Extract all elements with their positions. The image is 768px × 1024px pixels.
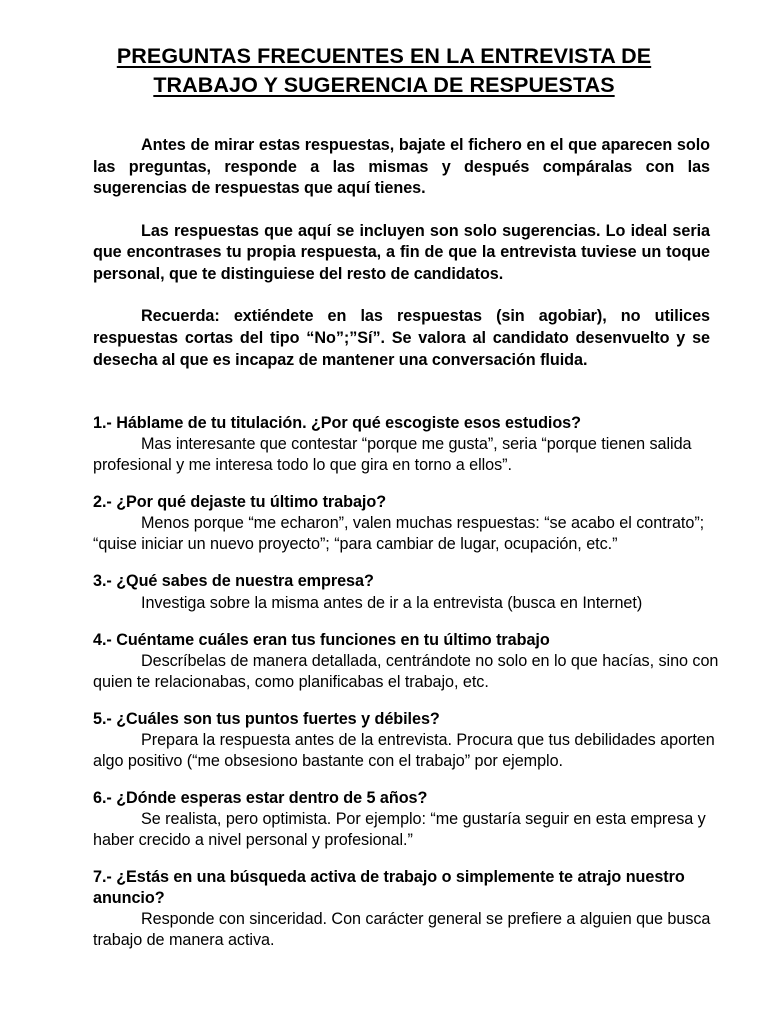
qa-item (93, 630, 728, 693)
question-heading: 7.- ¿Estás en una búsqueda activa de trabajo o simplemente te atrajo nuestro anuncio? (93, 868, 685, 908)
intro-paragraph-1: Antes de mirar estas respuestas, bajate el fichero en el que aparecen solo las preguntas, responde a las mismas y después compáralas con las sugerencias de respuestas que aquí tienes. (93, 136, 710, 198)
answer-text: Prepara la respuesta antes de la entrevista. Procura que tus debilidades aporten algo positivo (“me obsesiono bastante con el trabajo” por ejemplo. (93, 730, 715, 770)
question-heading: 4.- Cuéntame cuáles eran tus funciones en tu último trabajo (93, 630, 550, 649)
question-heading: 2.- ¿Por qué dejaste tu último trabajo? (93, 493, 387, 512)
answer-text: Responde con sinceridad. Con carácter general se prefiere a alguien que busca trabajo de manera activa. (93, 910, 711, 950)
question-heading: 1.- Háblame de tu titulación. ¿Por qué escogiste esos estudios? (93, 414, 581, 433)
answer-text: Menos porque “me echaron”, valen muchas respuestas: “se acabo el contrato”; “quise iniciar un nuevo proyecto”; “para cambiar de lugar, ocupación, etc.” (93, 514, 705, 554)
qa-item (93, 867, 728, 951)
question-heading: 6.- ¿Dónde esperas estar dentro de 5 años? (93, 788, 428, 807)
qa-item (93, 571, 728, 613)
intro-paragraph-2: Las respuestas que aquí se incluyen son solo sugerencias. Lo ideal seria que encontrases tu propia respuesta, a fin de que la entrevista tuviese un toque personal, que te distinguiese del resto de candidatos. (93, 221, 710, 283)
answer-text: Mas interesante que contestar “porque me gusta”, seria “porque tienen salida profesional y me interesa todo lo que gira en torno a ellos”. (93, 435, 692, 475)
page-title-line-2: TRABAJO Y SUGERENCIA DE RESPUESTAS (153, 72, 615, 97)
question-heading: 5.- ¿Cuáles son tus puntos fuertes y débiles? (93, 709, 440, 728)
question-heading: 3.- ¿Qué sabes de nuestra empresa? (93, 572, 374, 591)
page-title (0, 0, 768, 99)
qa-item (93, 709, 728, 772)
answer-text: Investiga sobre la misma antes de ir a la entrevista (busca en Internet) (141, 593, 643, 612)
page-title-line-1: PREGUNTAS FRECUENTES EN LA ENTREVISTA DE (116, 44, 652, 68)
qa-item (93, 413, 728, 476)
answer-text: Se realista, pero optimista. Por ejemplo: “me gustaría seguir en esta empresa y haber crecido a nivel personal y profesional.” (93, 810, 706, 850)
qa-item (93, 788, 728, 851)
questions-answers-list (0, 413, 768, 951)
answer-text: Descríbelas de manera detallada, centrándote no solo en lo que hacías, sino con quien te relacionabas, como planificabas el trabajo, etc. (93, 651, 719, 691)
intro-paragraph-3: Recuerda: extiéndete en las respuestas (sin agobiar), no utilices respuestas cortas del tipo “No”;”Sí”. Se valora al candidato desenvuelto y se desecha al que es incapaz de mantener una conversación fluida. (93, 307, 710, 369)
qa-item (93, 492, 728, 555)
introduction-section (0, 135, 768, 371)
